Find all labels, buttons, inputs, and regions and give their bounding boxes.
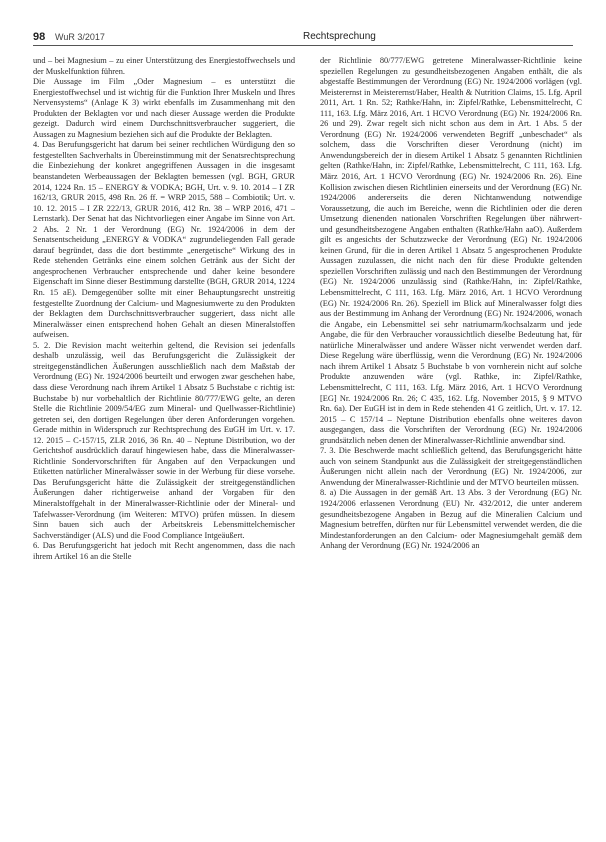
paragraph: und – bei Magnesium – zu einer Unterstützung des Energiestoffwechsels und der Muskelfunktion führen. [33,56,295,76]
paragraph: 8. a) Die Aussagen in der gemäß Art. 13 Abs. 3 der Verordnung (EG) Nr. 1924/2006 erlassenen Verordnung (EU) Nr. 432/2012, die unter anderem gesundheitsbezogene Angaben in Bezug auf die Mineralien Calcium und Magnesium betreffen, dürften nur für Lebensmittel verwendet werden, die die Mindestanforderungen an den Calcium- oder Magnesiumgehalt gemäß dem Anhang der Verordnung (EG) Nr. 1924/2006 an [320,488,582,551]
paragraph: der Richtlinie 80/777/EWG getretene Mineralwasser-Richtlinie keine speziellen Regelungen zu gesundheitsbezogenen Angaben enthält, die als abgestaffe Bestimmungen der Verordnung (EG) Nr. 1924/2006 vorlägen (vgl. Meisterernst in Meisterernst/Haber, Health & Nutrition Claims, 15. Lfg. April 2011, Art. 1 Rn. 52; Rathke/Hahn, in: Zipfel/Rathke, Lebensmittelrecht, C 111, 163. Lfg. März 2016, Art. 1 HCVO Verordnung (EG) Nr. 1924/2006 Rn. 26 und 29). Zwar regelt sich nicht schon aus dem in Art. 1 Abs. 5 der Verordnung (EG) Nr. 1924/2006 verwendeten Begriff „unbeschadet“ als solchem, dass die Vorschriften dieser Verordnung (nicht) im Anwendungsbereich der in diesem Artikel 1 Absatz 5 genannten Richtlinien gelten (Rathke/Hahn, in: Zipfel/Rathke, Lebensmittelrecht, C 111, 163. Lfg. März 2016, Art. 1 HCVO Verordnung (EG) Nr. 1924/2006 Rn. 26). Eine Kollision zwischen diesen Richtlinien einerseits und der Verordnung (EG) Nr. 1924/2006 andererseits die deren Nichtanwendung notwendige Voraussetzung, die auch im Bereiche, wenn die Richtlinien oder die deren Umsetzung dienenden nationalen Vorschriften Regelungen über nährwert- und gesundheitsbezogene Angaben enthalten (Rathke/Hahn aaO). Außerdem gilt es angesichts der Schutzzwecke der Verordnung (EG) Nr. 1924/2006 keinen Grund, für die in deren Artikel 1 Absatz 5 angesprochenen Produkte Aussagen zuzulassen, die nicht nach den für diese Produkte geltenden speziellen Vorschriften zulässig und nach den Bestimmungen der Verordnung (EG) Nr. 1924/2006 unzulässig sind (Rathke/Hahn, in: Zipfel/Rathke, Lebensmittelrecht, C 111, 163. Lfg. März 2016, Art. 1 HCVO Verordnung (EG) Nr. 1924/2006 Rn. 26). Speziell im Blick auf Mineralwasser folgt dies aus der Bestimmung im Anhang der Verordnung (EG) Nr. 1924/2006, wonach die Angabe, ein Lebensmittel sei sehr natriumarm/kochsalzarm und jede Angabe, die für den Verbraucher voraussichtlich dieselbe Bedeutung hat, für natürliche Mineralwässer und andere Wässer nicht verwendet werden darf. Diese Regelung wäre überflüssig, wenn die Verordnung (EG) Nr. 1924/2006 nach ihrem Artikel 1 Absatz 5 Buchstabe b von vornherein nicht auf solche Produkte anzuwenden wäre (vgl. Rathke, in: Zipfel/Rathke, Lebensmittelrecht, C 111, 163. Lfg. März 2016, Art. 1 HCVO Verordnung [EG] Nr. 1924/2006 Rn. 26; C 435, 162. Lfg. November 2015, § 9 MTVO Rn. 6a). Der EuGH ist in dem in Rede stehenden 41 G zeitlich, Urt. v. 17. 12. 2015 – C 157/14 – Neptune Distribution ebenfalls ohne weiteres davon ausgegangen, dass die Vorschriften der Verordnung (EG) Nr. 1924/2006 grundsätzlich neben denen der Mineralwasser-Richtlinie anwendbar sind. [320,56,582,445]
paragraph: 4. Das Berufungsgericht hat darum bei seiner rechtlichen Würdigung den so festgestellten Sachverhalts in Übereinstimmung mit der Senatsrechtsprechung die Einbeziehung der konkret angegriffenen Aussagen in die insgesamt beanstandeten Werbeaussagen der Beklagten bemessen (vgl. BGH, GRUR 2014, 1224 Rn. 15 – ENERGY & VODKA; BGH, Urt. v. 9. 10. 2014 – I ZR 162/13, GRUR 2015, 498 Rn. 26 ff. = WRP 2015, 588 – Combiotik; Urt. v. 10. 12. 2015 – I ZR 222/13, GRUR 2016, 412 Rn. 38 – WRP 2016, 471 – Lernstark). Der Senat hat das Nichtvorliegen einer Angabe im Sinne von Art. 2 Abs. 2 Nr. 1 der Verordnung (EG) Nr. 1924/2006 in dem der Senatsentscheidung „ENERGY & VODKA“ zugrundeliegenden Fall gerade darauf begründet, dass die dort bestimmte „energetische“ Wirkung des in Rede stehenden Getränks eine einem solchen Getränk aus der Sicht der angesprochenen Verbraucher entsprechende und daher keine besondere Eigenschaft im Sinne dieser Bestimmung darstellte (BGH, GRUR 2014, 1224 Rn. 15 aE). Demgegenüber sollte mit einer Behauptungsrecht unstreitig festgestellte Zuordnung der Calcium- und Magnesiumwerte zu den Produkten der Beklagten dem Durchschnittsverbraucher suggeriert, dass nicht alle Mineralwässer einen entsprechend hohen Gehalt an diesen Mineralstoffen aufweisen. [33,140,295,340]
left-column [33,56,295,824]
paragraph: Die Aussage im Film „Oder Magnesium – es unterstützt die Energiestoffwechsel und ist wichtig für die Funktion Ihrer Muskeln und Ihres Nervensystems“ (Anlage K 3) wirkt ebenfalls im Zusammenhang mit den Produkten der Beklagten vor und nach dieser Aussage werden die Produkte gezeigt. Dadurch wird einem Durchschnittsverbraucher suggeriert, die Aussagen zu Magnesium beziehen sich auf die Produkte der Beklagten. [33,77,295,139]
right-column [320,56,582,824]
header-rule [33,45,573,46]
section-title: Rechtsprechung [303,31,376,42]
paragraph: 7. 3. Die Beschwerde macht schließlich geltend, das Berufungsgericht hätte auch von seinem Standpunkt aus die Zulässigkeit der streitgegenständlichen Äußerungen nicht allein nach der Verordnung (EG) Nr. 1924/2006, zur Anwendung der Mineralwasser-Richtlinie und der MTVO beurteilen müssen. [320,446,582,487]
paragraph: 5. 2. Die Revision macht weiterhin geltend, die Revision sei jedenfalls deshalb unzulässig, weil das Berufungsgericht die Zulässigkeit der streitgegenständlichen Äußerungen ausschließlich nach dem Maßstab der Verordnung (EG) Nr. 1924/2006 beurteilt und erwogen zwar geschehen habe, dass diese Verordnung nach ihrem Artikel 1 Absatz 5 Buchstabe c richtig ist: Buchstabe b) nur vorbehaltlich der Richtlinie 80/777/EWG gelte, an deren Stelle die Richtlinie 2009/54/EG zum Mineral- und Quellwasser-Richtlinie) getreten sei, den dortigen Regelungen über deren Anforderungen vorgehen. Gerade mithin in Widerspruch zur Rechtsprechung des EuGH im Urt. v. 17. 12. 2015 – C-157/15, ZLR 2016, 36 Rn. 40 – Neptune Distribution, wo der Gerichtshof ausdrücklich darauf hingewiesen habe, dass die Mineralwasser-Richtlinie Sondervorschriften für Angaben auf den Verpackungen und Etiketten natürlicher Mineralwässer sowie in der Werbung für diese vorsehe. Das Berufungsgericht hätte die Zulässigkeit der streitgegenständlichen Äußerungen daher richtigerweise anhand der Vorgaben für den Mineralstoffgehalt in der Mineralwasser-Richtlinie oder der Mineral- und Tafelwasser-Verordnung (im Weiteren: MTVO) prüfen müssen. In diesem Sinn bauen sich auch der Arbeitskreis Lebensmittelchemischer Sachverständiger (ALS) und die Food Compliance Intgeäußert. [33,340,295,540]
page-number: 98 [33,31,46,43]
journal-name: WuR 3/2017 [55,32,105,42]
paragraph: 6. Das Berufungsgericht hat jedoch mit Recht angenommen, dass die nach ihrem Artikel 16 an die Stelle [33,541,295,561]
page-header [33,28,573,48]
